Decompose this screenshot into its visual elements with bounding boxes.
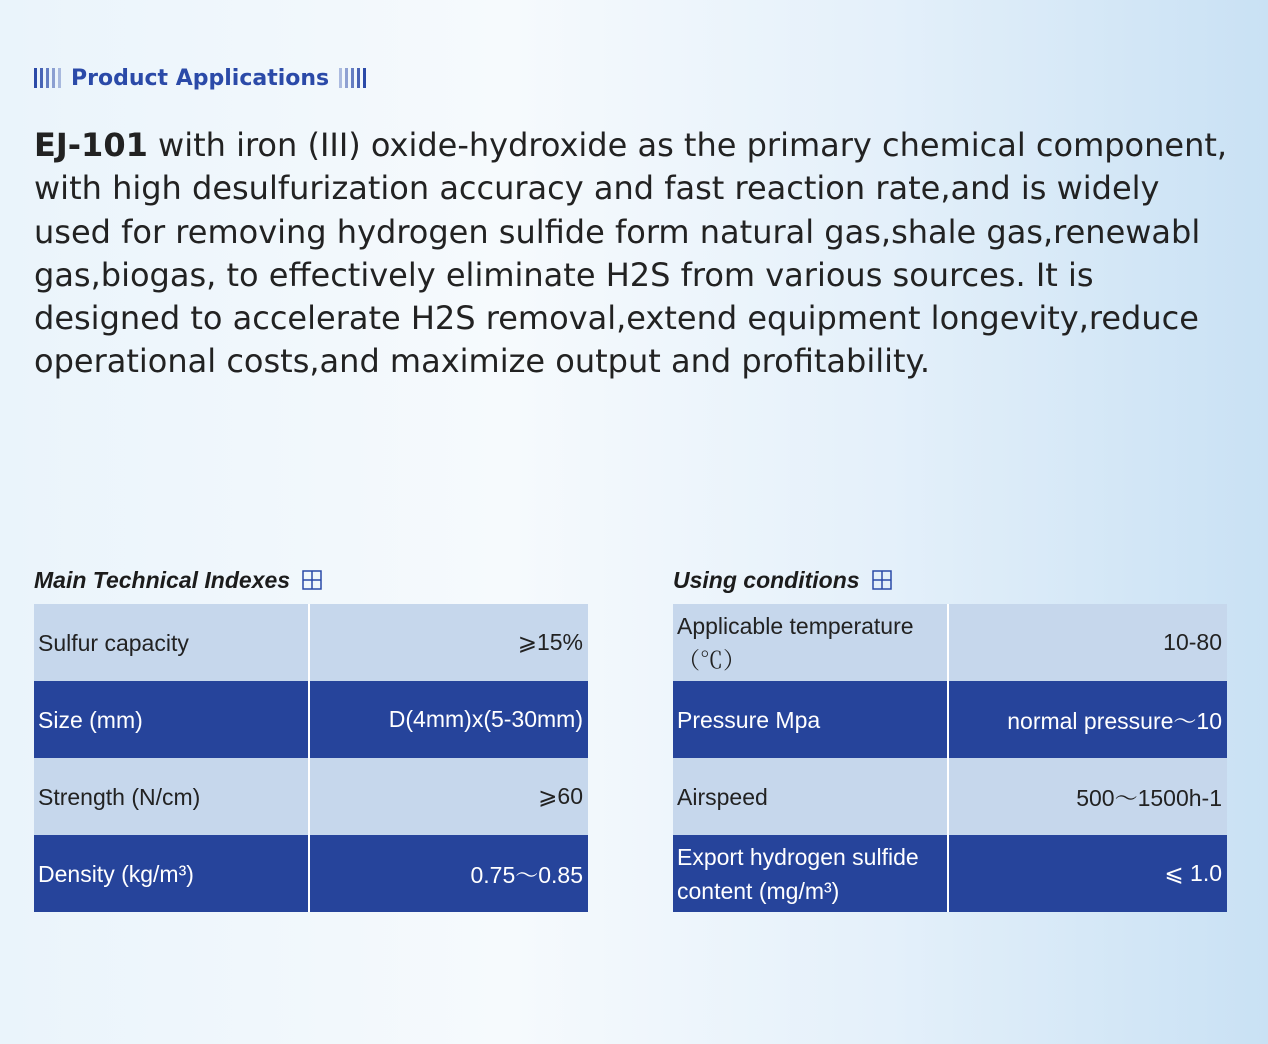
row-value: D(4mm)x(5-30mm) bbox=[388, 706, 583, 732]
table-row bbox=[34, 835, 588, 912]
row-key: Strength (N/cm) bbox=[34, 758, 310, 835]
intro-text: with iron (III) oxide-hydroxide as the primary chemical component, with high desulfurization accuracy and fast reaction rate,and is widely used for removing hydrogen sulfide form natural gas,shale gas,renewabl gas,biogas, to effectively eliminate H2S from various sources. It is designed to accelerate H2S removal,extend equipment longevity,reduce operational costs,and maximize output and profitability. bbox=[34, 126, 1228, 381]
row-value: normal pressure～10 bbox=[1007, 708, 1222, 734]
row-key: Export hydrogen sulfide content (mg/m³) bbox=[673, 835, 949, 912]
row-value: ⩽ 1.0 bbox=[1164, 860, 1222, 886]
using-conditions-header bbox=[673, 560, 1227, 600]
table-row bbox=[673, 604, 1227, 681]
row-key: Size (mm) bbox=[34, 681, 310, 758]
bars-right-icon bbox=[339, 68, 366, 88]
product-name: EJ-101 bbox=[34, 126, 148, 164]
row-value: 0.75～0.85 bbox=[470, 862, 583, 888]
table-row bbox=[673, 758, 1227, 835]
row-key: Airspeed bbox=[673, 758, 949, 835]
grid-icon bbox=[302, 570, 322, 590]
main-indexes-header bbox=[34, 560, 588, 600]
row-value: ⩾60 bbox=[538, 783, 583, 809]
table-row bbox=[673, 681, 1227, 758]
main-indexes-table bbox=[34, 560, 588, 912]
row-key: Pressure Mpa bbox=[673, 681, 949, 758]
grid-icon bbox=[872, 570, 892, 590]
table-row bbox=[34, 681, 588, 758]
section-tag-label: Product Applications bbox=[71, 65, 330, 91]
bars-left-icon bbox=[34, 68, 61, 88]
row-key: Density (kg/m³) bbox=[34, 835, 310, 912]
row-value: ⩾15% bbox=[517, 629, 583, 655]
table-row bbox=[34, 758, 588, 835]
table-row bbox=[34, 604, 588, 681]
using-conditions-title: Using conditions bbox=[673, 566, 860, 593]
row-value: 10-80 bbox=[1163, 629, 1222, 655]
intro-paragraph bbox=[34, 124, 1239, 384]
row-value: 500～1500h-1 bbox=[1076, 785, 1222, 811]
using-conditions-table bbox=[673, 560, 1227, 912]
table-row bbox=[673, 835, 1227, 912]
section-tag bbox=[34, 62, 366, 94]
main-indexes-title: Main Technical Indexes bbox=[34, 566, 291, 593]
row-key: Sulfur capacity bbox=[34, 604, 310, 681]
row-key: Applicable temperature（℃） bbox=[673, 604, 949, 681]
